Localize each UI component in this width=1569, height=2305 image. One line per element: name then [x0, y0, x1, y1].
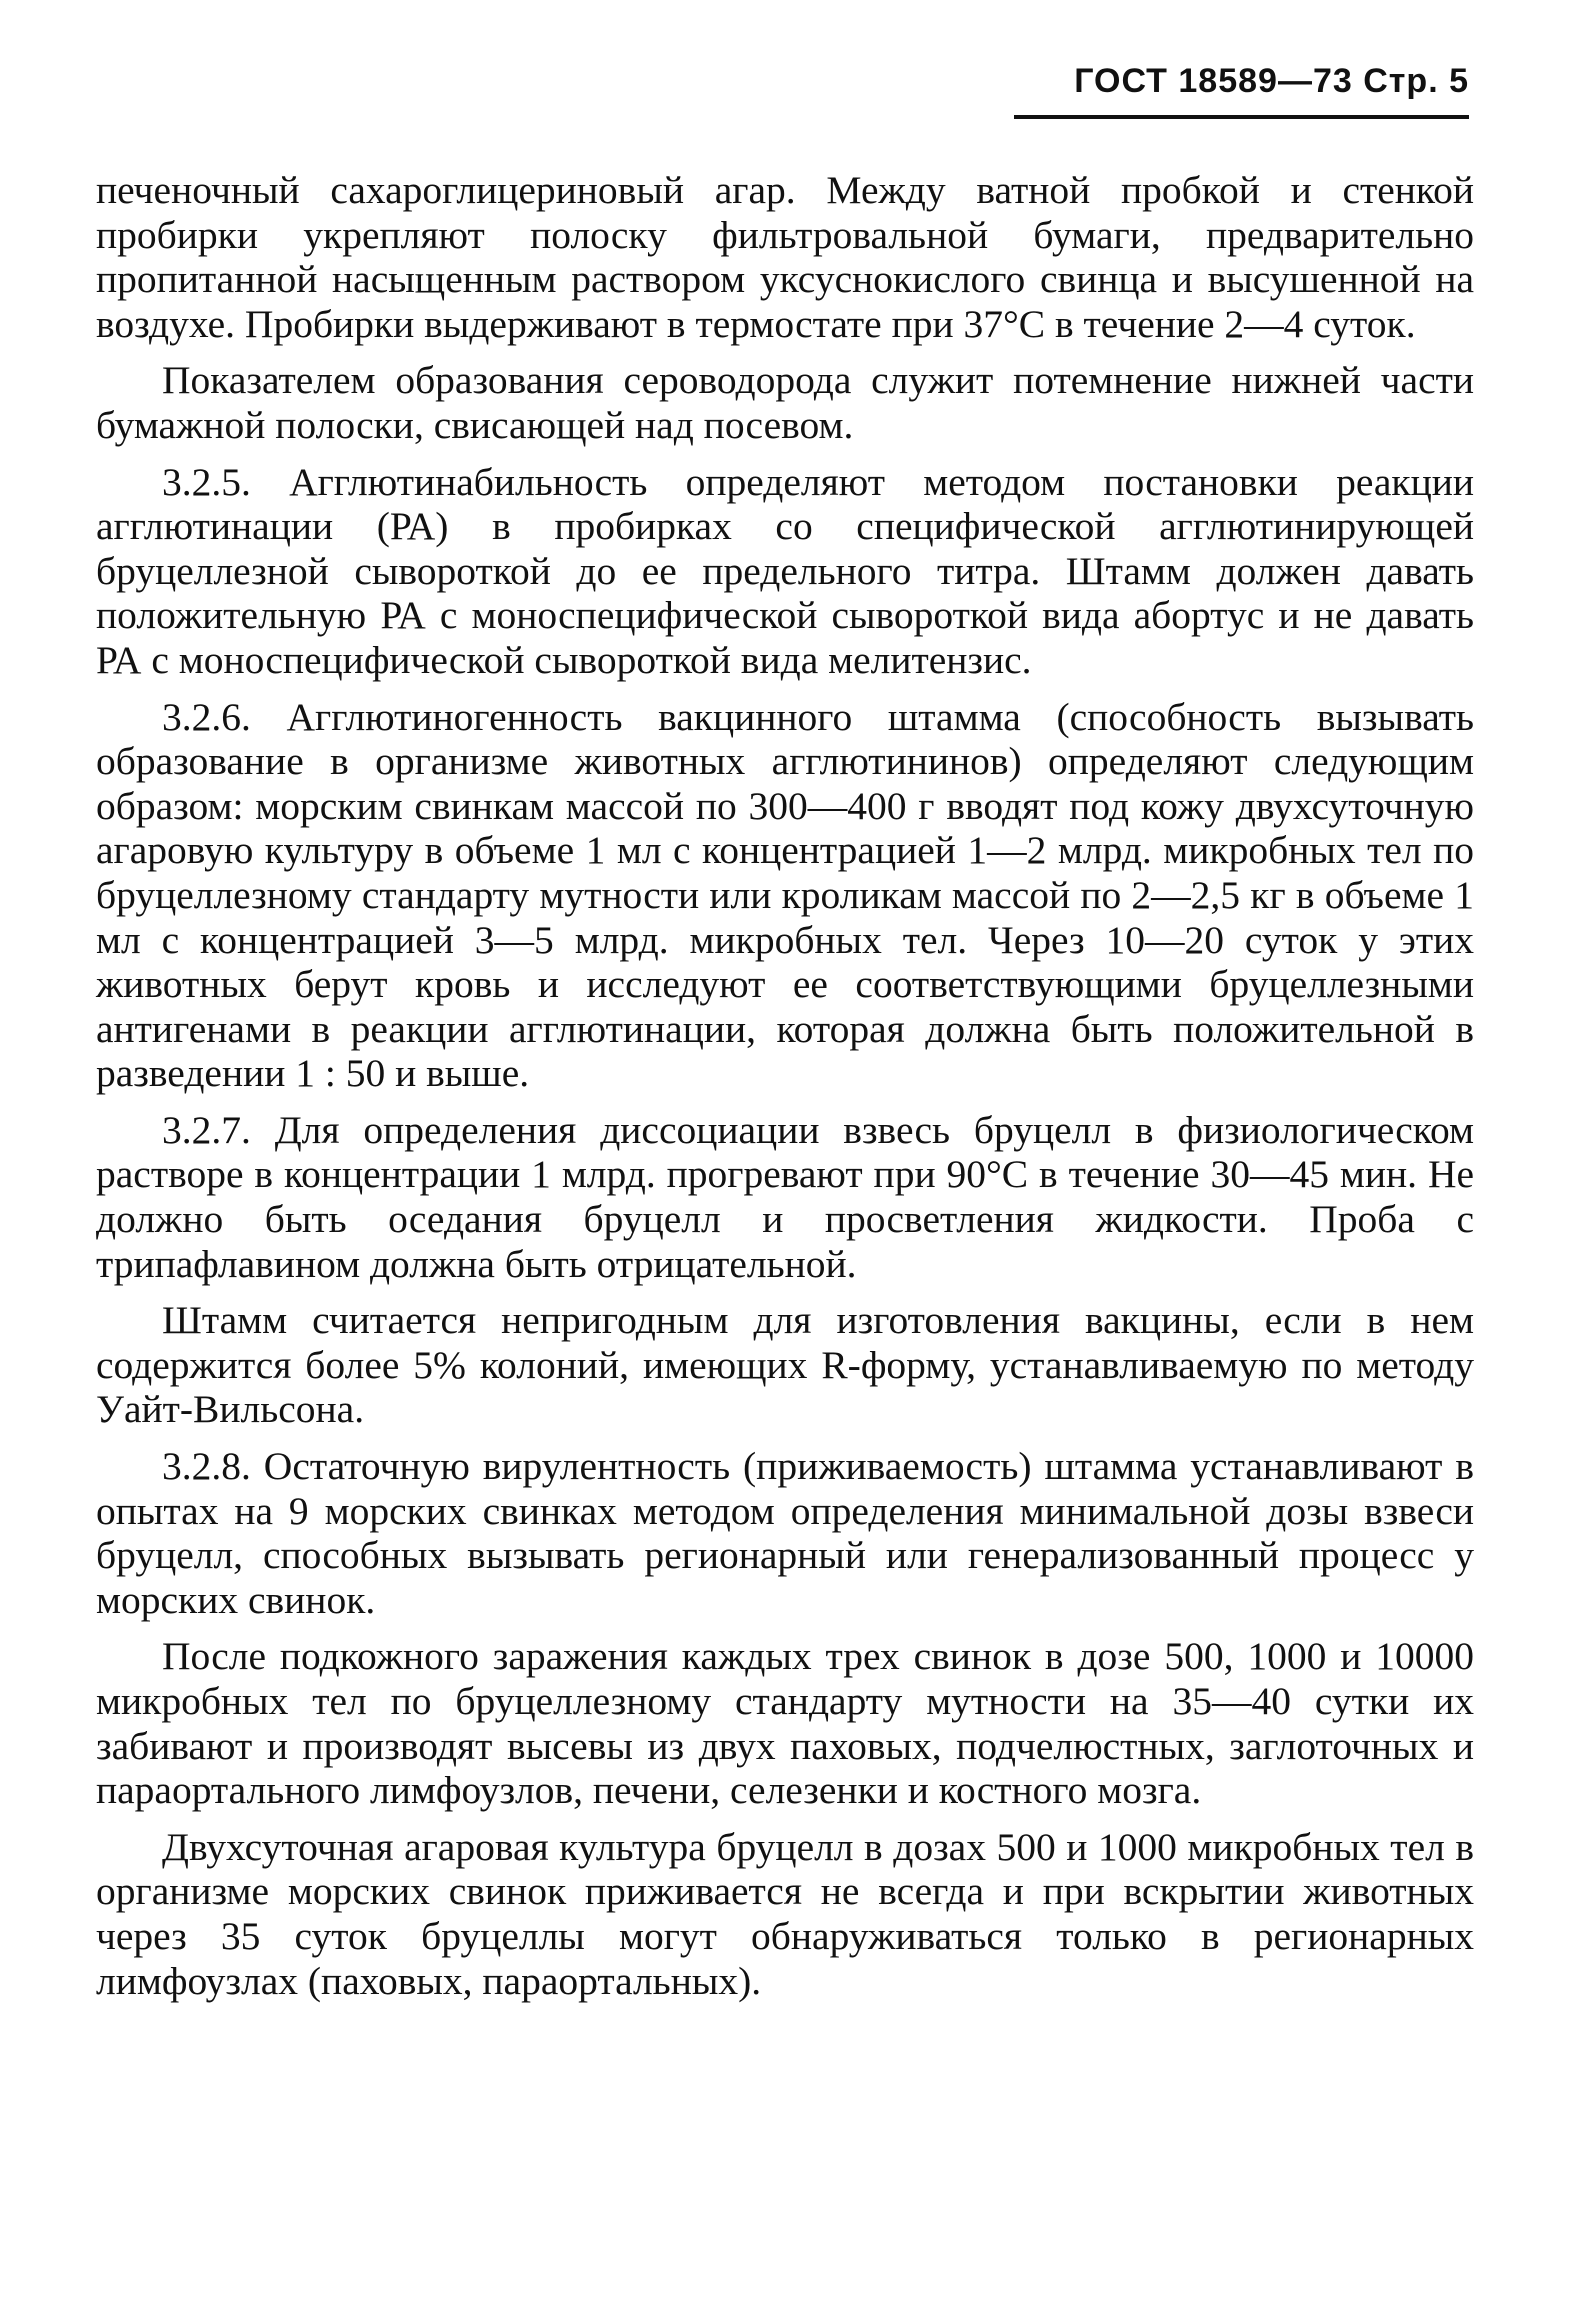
paragraph-hydrogen-sulfide-indicator: Показателем образования сероводорода служит потемнение нижней части бумажной полоски, свисающей над посевом.	[96, 358, 1474, 447]
paragraph-3-2-6: 3.2.6. Агглютиногенность вакцинного штамма (способность вызывать образование в организме животных агглютининов) определяют следующим образом: морским свинкам массой по 300—400 г вводят под кожу двухсуточную агаровую культуру в объеме 1 мл с концентрацией 1—2 млрд. микробных тел по бруцеллезному стандарту мутности или кроликам массой по 2—2,5 кг в объеме 1 мл с концентрацией 3—5 млрд. микробных тел. Через 10—20 суток у этих животных берут кровь и исследуют ее соответствующими бруцеллезными антигенами в реакции агглютинации, которая должна быть положительной в разведении 1 : 50 и выше.	[96, 694, 1474, 1096]
paragraph-subcutaneous-infection: После подкожного заражения каждых трех свинок в дозе 500, 1000 и 10000 микробных тел по бруцеллезному стандарту мутности на 35—40 сутки их забивают и производят высевы из двух паховых, подчелюстных, заглоточных и параортального лимфоузлов, печени, селезенки и костного мозга.	[96, 1634, 1474, 1813]
page-number: Стр. 5	[1363, 62, 1469, 100]
paragraph-3-2-8: 3.2.8. Остаточную вирулентность (приживаемость) штамма устанавливают в опытах на 9 морских свинках методом определения минимальной дозы взвеси бруцелл, способных вызывать регионарный или генерализованный процесс у морских свинок.	[96, 1444, 1474, 1622]
paragraph-unsuitable-strain: Штамм считается непригодным для изготовления вакцины, если в нем содержится более 5% колоний, имеющих R-форму, устанавливаемую по методу Уайт-Вильсона.	[96, 1298, 1474, 1432]
header-rule	[1014, 115, 1469, 119]
body-text	[96, 168, 1474, 2015]
paragraph-3-2-7: 3.2.7. Для определения диссоциации взвесь бруцелл в физиологическом растворе в концентрации 1 млрд. прогревают при 90°С в течение 30—45 мин. Не должно быть оседания бруцелл и просветления жидкости. Проба с трипафлавином должна быть отрицательной.	[96, 1107, 1474, 1286]
paragraph-3-2-5: 3.2.5. Агглютинабильность определяют методом постановки реакции агглютинации (РА) в пробирках со специфической агглютинирующей бруцеллезной сывороткой до ее предельного титра. Штамм должен давать положительную РА с моноспецифической сывороткой вида абортус и не давать РА с моноспецифической сывороткой вида мелитензис.	[96, 459, 1474, 682]
paragraph-continuation: печеночный сахароглицериновый агар. Между ватной пробкой и стенкой пробирки укрепляют полоску фильтровальной бумаги, предварительно пропитанной насыщенным раствором уксуснокислого свинца и высушенной на воздухе. Пробирки выдерживают в термостате при 37°С в течение 2—4 суток.	[96, 168, 1474, 346]
paragraph-two-day-culture: Двухсуточная агаровая культура бруцелл в дозах 500 и 1000 микробных тел в организме морских свинок приживается не всегда и при вскрытии животных через 35 суток бруцеллы могут обнаруживаться только в регионарных лимфоузлах (паховых, параортальных).	[96, 1824, 1474, 2003]
standard-number: ГОСТ 18589—73	[1074, 62, 1364, 100]
page-header	[1009, 62, 1469, 101]
